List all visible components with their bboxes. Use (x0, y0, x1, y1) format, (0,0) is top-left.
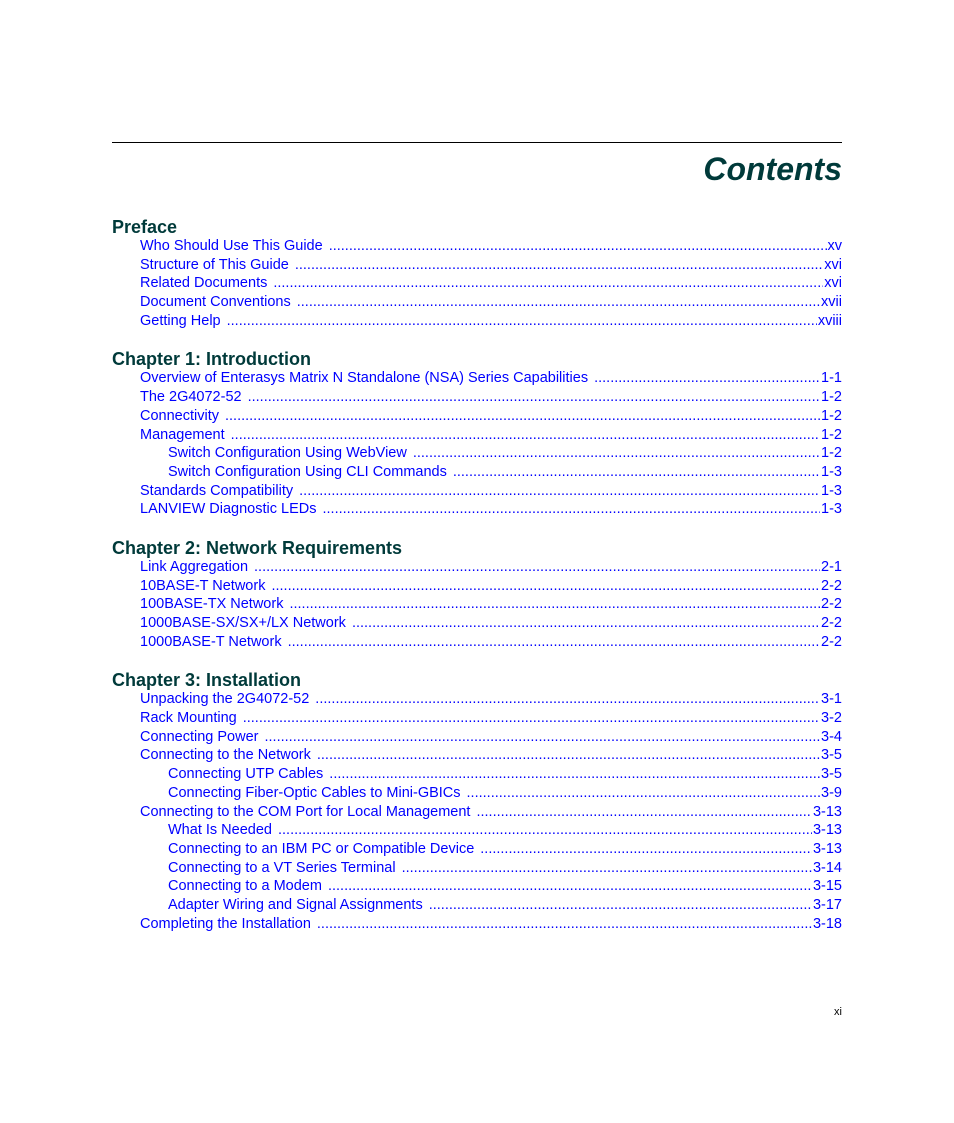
toc-entry-link[interactable] (112, 595, 842, 614)
toc-entry-label: Connecting to an IBM PC or Compatible Device (168, 840, 475, 857)
toc-entry-link[interactable] (112, 369, 842, 388)
toc-entry-label: Connecting Fiber-Optic Cables to Mini-GBICs (168, 784, 461, 801)
dot-leader (476, 803, 812, 822)
toc-entry-page: xvii (821, 294, 842, 311)
toc-entry-link[interactable] (112, 821, 842, 840)
toc-entry-page: 1-3 (821, 482, 842, 499)
toc-entry-link[interactable] (112, 237, 842, 256)
dot-leader (453, 463, 820, 482)
dot-leader (299, 482, 820, 501)
toc-entry-page: 1-2 (821, 407, 842, 424)
dot-leader (289, 595, 820, 614)
toc-entry-link[interactable] (112, 859, 842, 878)
toc-entry-list (112, 237, 842, 330)
dot-leader (295, 256, 823, 275)
toc-entry-page: 3-4 (821, 728, 842, 745)
toc-entry-label: Related Documents (140, 275, 268, 292)
toc-entry-link[interactable] (112, 633, 842, 652)
toc-entry-page: 2-2 (821, 615, 842, 631)
toc-entry-link[interactable] (112, 293, 842, 312)
toc-entry-label: The 2G4072-52 (140, 389, 242, 406)
toc-entry-link[interactable] (112, 746, 842, 765)
dot-leader (317, 746, 820, 765)
toc-entry-label: Overview of Enterasys Matrix N Standalone (NSA) Series Capabilities (140, 370, 589, 387)
toc-entry-label: Document Conventions (140, 294, 291, 311)
toc-entry-link[interactable] (112, 915, 842, 934)
dot-leader (225, 407, 820, 426)
toc-entry-label: Connecting to a Modem (168, 878, 322, 895)
dot-leader (265, 728, 821, 747)
toc-entry-label: 1000BASE-T Network (140, 633, 282, 650)
toc-entry-label: Connecting Power (140, 728, 259, 745)
toc-entry-link[interactable] (112, 896, 842, 915)
dot-leader (402, 859, 812, 878)
toc-entry-page: 3-5 (821, 766, 842, 783)
toc-entry-page: 3-2 (821, 710, 842, 727)
toc-entry-page: 2-1 (821, 558, 842, 575)
toc-entry-label: Adapter Wiring and Signal Assignments (168, 896, 423, 913)
toc-entry-page: 2-2 (821, 596, 842, 613)
toc-entry-link[interactable] (112, 840, 842, 859)
toc-entry-list (112, 558, 842, 651)
section-heading: Chapter 1: Introduction (112, 349, 311, 370)
toc-entry-label: Switch Configuration Using WebView (168, 445, 407, 462)
dot-leader (594, 369, 820, 388)
toc-entry-label: Unpacking the 2G4072-52 (140, 691, 310, 708)
toc-entry-link[interactable] (112, 803, 842, 822)
toc-entry-label: Connecting to the COM Port for Local Management (140, 803, 471, 820)
toc-entry-page: xvi (824, 256, 842, 273)
dot-leader (413, 444, 820, 463)
toc-entry-page: 1-1 (821, 370, 842, 387)
toc-entry-link[interactable] (112, 690, 842, 709)
toc-entry-label: Rack Mounting (140, 710, 237, 727)
dot-leader (231, 426, 820, 445)
dot-leader (315, 690, 820, 709)
toc-entry-label: Connectivity (140, 407, 219, 424)
toc-entry-link[interactable] (112, 577, 842, 596)
toc-entry-link[interactable] (112, 388, 842, 407)
toc-entry-link[interactable] (112, 784, 842, 803)
toc-entry-link[interactable] (112, 312, 842, 331)
toc-entry-link[interactable] (112, 765, 842, 784)
toc-entry-label: Connecting to a VT Series Terminal (168, 859, 396, 876)
header-rule (112, 142, 842, 143)
table-of-contents (112, 217, 842, 933)
dot-leader (467, 784, 821, 803)
toc-section (112, 349, 842, 519)
toc-entry-page: 1-2 (821, 426, 842, 443)
toc-entry-link[interactable] (112, 444, 842, 463)
toc-entry-page: xv (827, 238, 842, 254)
toc-entry-link[interactable] (112, 463, 842, 482)
toc-section (112, 670, 842, 933)
dot-leader (227, 312, 817, 331)
dot-leader (322, 500, 820, 519)
toc-entry-label: 1000BASE-SX/SX+/LX Network (140, 615, 346, 631)
section-heading: Preface (112, 217, 178, 237)
toc-entry-page: 1-2 (821, 389, 842, 406)
toc-entry-label: Switch Configuration Using CLI Commands (168, 463, 447, 480)
page-title: Contents (703, 151, 842, 187)
dot-leader (480, 840, 812, 859)
toc-entry-label: Management (140, 426, 225, 443)
toc-entry-label: Link Aggregation (140, 558, 249, 575)
toc-entry-label: 100BASE-TX Network (140, 596, 284, 613)
section-heading: Chapter 3: Installation (112, 670, 302, 691)
page-number: xi (834, 1006, 842, 1018)
toc-entry-label: Structure of This Guide (140, 256, 289, 273)
dot-leader (288, 633, 820, 652)
dot-leader (297, 293, 820, 312)
toc-entry-link[interactable] (112, 877, 842, 896)
toc-entry-page: 3-9 (821, 784, 842, 801)
dot-leader (352, 614, 820, 633)
toc-section (112, 538, 842, 651)
toc-entry-page: 2-2 (821, 577, 842, 594)
toc-entry-page: 3-17 (812, 896, 842, 913)
toc-entry-list (112, 690, 842, 933)
toc-section (112, 217, 842, 330)
toc-entry-label: Who Should Use This Guide (140, 238, 323, 254)
section-heading: Chapter 2: Network Requirements (112, 537, 403, 558)
toc-entry-page: 1-3 (821, 501, 842, 518)
dot-leader (329, 765, 820, 784)
dot-leader (317, 915, 812, 934)
toc-entry-link[interactable] (112, 558, 842, 577)
toc-entry-link[interactable] (112, 274, 842, 293)
toc-entry-label: LANVIEW Diagnostic LEDs (140, 501, 317, 518)
toc-entry-page: xvi (824, 275, 842, 292)
toc-entry-page: 3-18 (812, 915, 842, 932)
toc-entry-label: Getting Help (140, 312, 221, 329)
dot-leader (278, 821, 812, 840)
dot-leader (328, 877, 812, 896)
toc-entry-page: 3-14 (812, 859, 842, 876)
dot-leader (329, 237, 827, 256)
dot-leader (254, 558, 820, 577)
dot-leader (248, 388, 820, 407)
toc-entry-link[interactable] (112, 500, 842, 519)
toc-entry-label: Standards Compatibility (140, 482, 294, 499)
toc-entry-label: 10BASE-T Network (140, 577, 266, 594)
toc-entry-page: 1-2 (821, 445, 842, 462)
toc-entry-page: 3-13 (812, 840, 842, 857)
toc-entry-label: Connecting UTP Cables (168, 766, 324, 783)
toc-entry-page: 3-13 (812, 803, 842, 820)
toc-entry-page: 3-15 (812, 878, 842, 895)
toc-entry-page: 1-3 (821, 463, 842, 480)
toc-entry-link[interactable] (112, 728, 842, 747)
toc-entry-link[interactable] (112, 709, 842, 728)
dot-leader (243, 709, 820, 728)
toc-entry-page: 2-2 (821, 633, 842, 650)
dot-leader (271, 577, 820, 596)
dot-leader (429, 896, 812, 915)
toc-entry-list (112, 369, 842, 519)
toc-entry-page: 3-5 (821, 747, 842, 764)
toc-entry-link[interactable] (112, 256, 842, 275)
dot-leader (273, 274, 823, 293)
toc-entry-page: xviii (817, 312, 842, 329)
toc-entry-link[interactable] (112, 614, 842, 633)
toc-entry-link[interactable] (112, 407, 842, 426)
toc-entry-page: 3-1 (821, 691, 842, 708)
toc-entry-label: Completing the Installation (140, 915, 311, 932)
toc-entry-link[interactable] (112, 426, 842, 445)
toc-entry-link[interactable] (112, 482, 842, 501)
toc-entry-label: Connecting to the Network (140, 747, 311, 764)
toc-entry-label: What Is Needed (168, 822, 272, 839)
toc-entry-page: 3-13 (812, 822, 842, 839)
